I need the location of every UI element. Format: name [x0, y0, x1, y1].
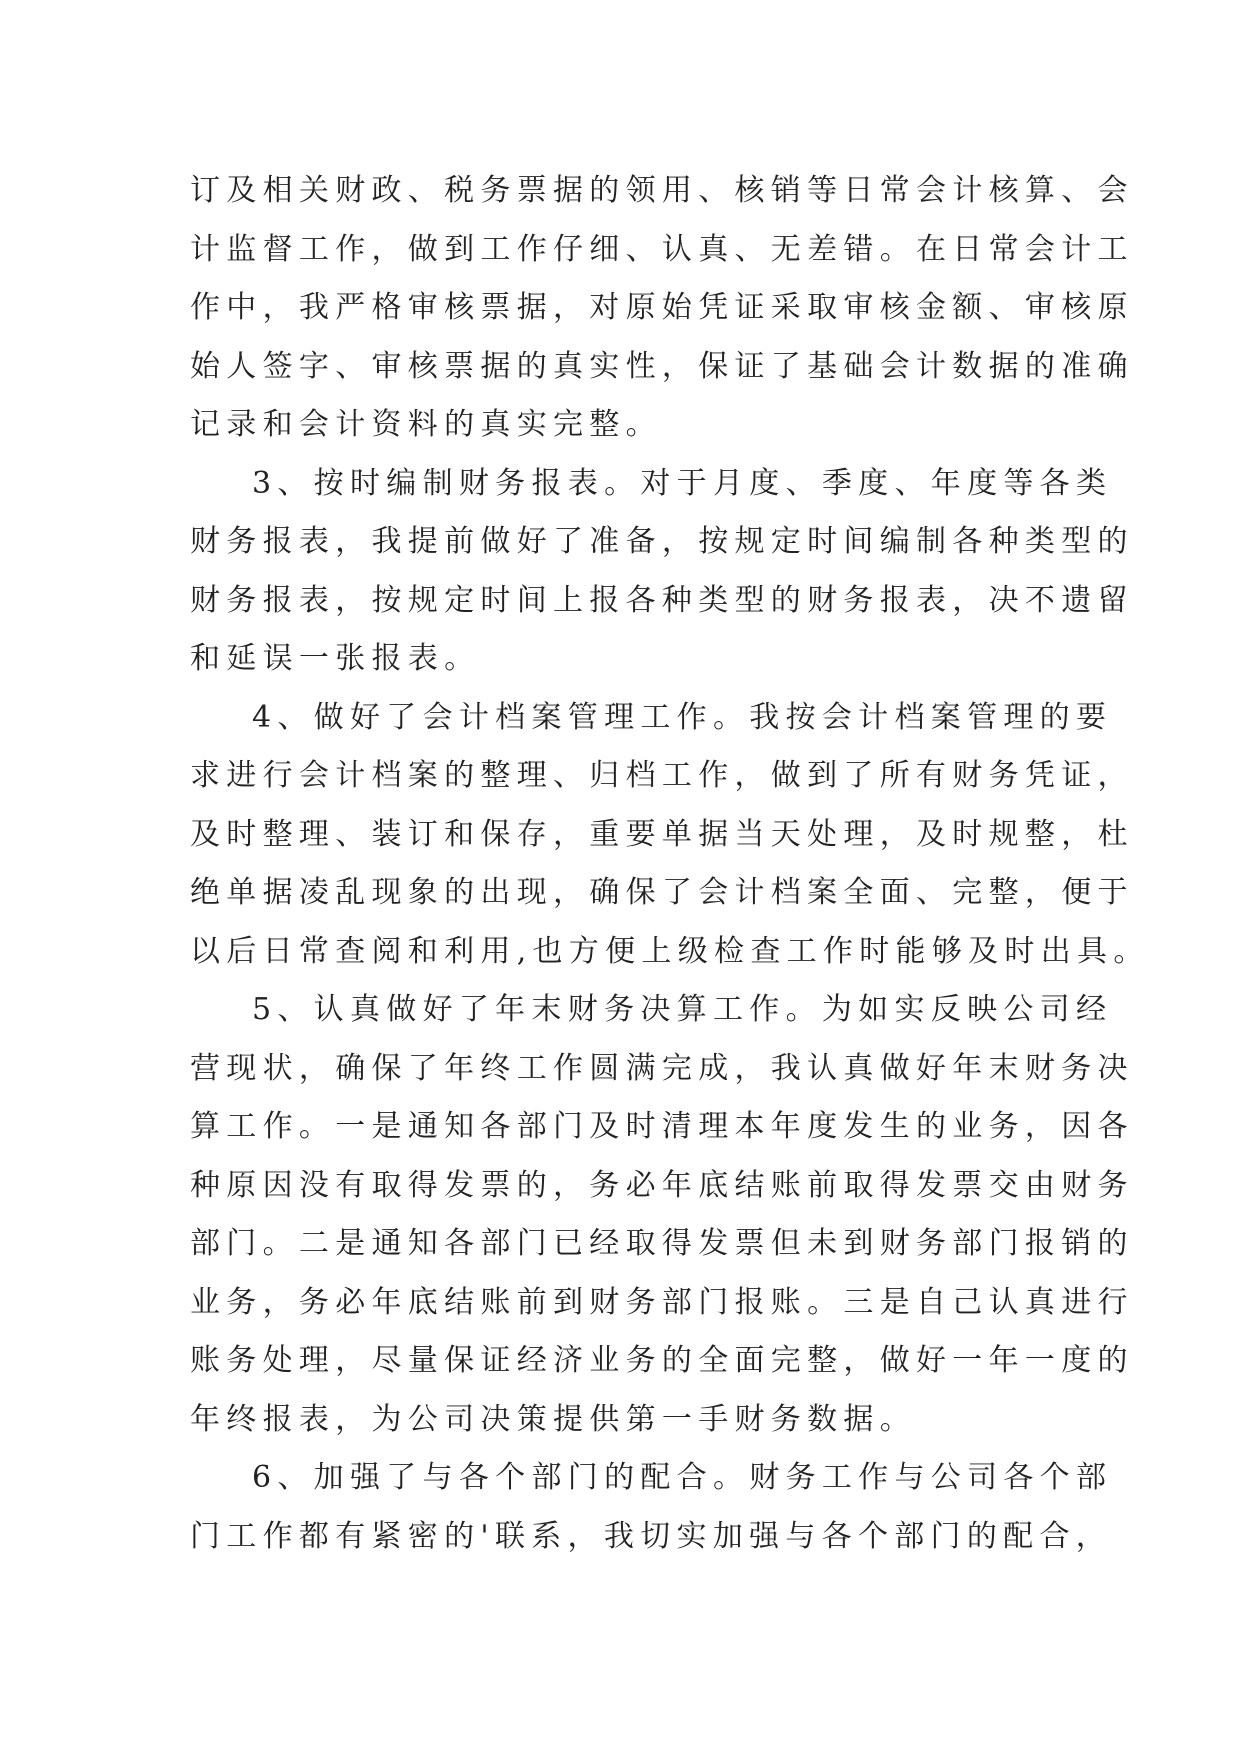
- text-line: 作中，我严格审核票据，对原始凭证采取审核金额、审核原: [190, 290, 1134, 325]
- text-line: 种原因没有取得发票的，务必年底结账前取得发票交由财务: [190, 1167, 1134, 1203]
- paragraph-3-start: 3、按时编制财务报表。对于月度、季度、年度等各类: [252, 465, 1113, 501]
- paragraph-5-start: 5、认真做好了年末财务决算工作。为如实反映公司经: [252, 992, 1113, 1027]
- text-line: 求进行会计档案的整理、归档工作，做到了所有财务凭证，: [190, 758, 1134, 793]
- text-line: 算工作。一是通知各部门及时清理本年度发生的业务，因各: [190, 1109, 1134, 1144]
- text-line: 门工作都有紧密的'联系，我切实加强与各个部门的配合，: [190, 1518, 1113, 1554]
- text-line: 绝单据凌乱现象的出现，确保了会计档案全面、完整，便于: [190, 875, 1134, 910]
- paragraph-6-start: 6、加强了与各个部门的配合。财务工作与公司各个部: [252, 1460, 1113, 1495]
- text-line: 和延误一张报表。: [190, 641, 481, 676]
- text-line: 年终报表，为公司决策提供第一手财务数据。: [190, 1401, 916, 1437]
- body-text: [190, 162, 1150, 1566]
- text-line: 账务处理，尽量保证经济业务的全面完整，做好一年一度的: [190, 1343, 1134, 1378]
- text-line: 财务报表，按规定时间上报各种类型的财务报表，决不遗留: [190, 582, 1134, 618]
- text-line: 部门。二是通知各部门已经取得发票但未到财务部门报销的: [190, 1226, 1134, 1261]
- paragraph-4-start: 4、做好了会计档案管理工作。我按会计档案管理的要: [252, 699, 1113, 735]
- text-line: 记录和会计资料的真实完整。: [190, 407, 662, 442]
- text-line: 财务报表，我提前做好了准备，按规定时间编制各种类型的: [190, 524, 1134, 559]
- text-line: 业务，务必年底结账前到财务部门报账。三是自己认真进行: [190, 1284, 1134, 1320]
- text-line: 订及相关财政、税务票据的领用、核销等日常会计核算、会: [190, 173, 1134, 208]
- text-line: 及时整理、装订和保存，重要单据当天处理，及时规整，杜: [190, 816, 1134, 852]
- text-line: 以后日常查阅和利用,也方便上级检查工作时能够及时出具。: [190, 933, 1150, 969]
- text-line: 计监督工作，做到工作仔细、认真、无差错。在日常会计工: [190, 231, 1134, 267]
- text-line: 营现状，确保了年终工作圆满完成，我认真做好年末财务决: [190, 1050, 1134, 1086]
- text-line: 始人签字、审核票据的真实性，保证了基础会计数据的准确: [190, 348, 1134, 384]
